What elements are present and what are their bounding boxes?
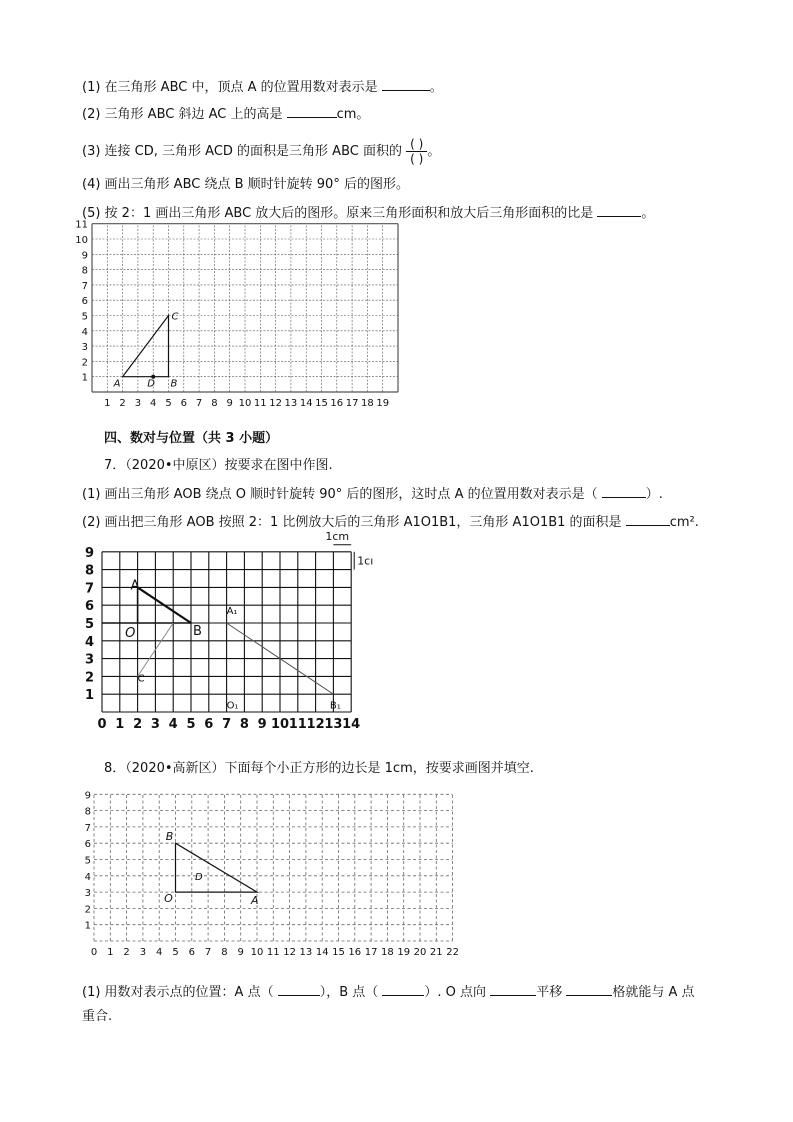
x-tick-label: 7 bbox=[204, 947, 212, 958]
scale-label-h: 1cm bbox=[325, 529, 350, 543]
question-8-intro: 8．（2020•高新区）下面每个小正方形的边长是 1cm，按要求画图并填空. bbox=[104, 761, 534, 776]
x-tick-label: 19 bbox=[397, 947, 411, 958]
y-tick-label: 6 bbox=[81, 296, 88, 308]
x-tick-label: 4 bbox=[150, 398, 157, 409]
label-b: B bbox=[170, 378, 178, 390]
y-tick-label: 7 bbox=[84, 581, 94, 597]
y-tick-label: 8 bbox=[84, 806, 91, 818]
x-tick-label: 18 bbox=[381, 947, 394, 958]
x-tick-label: 11 bbox=[266, 947, 280, 958]
y-tick-label: 2 bbox=[84, 670, 94, 686]
y-tick-label: 9 bbox=[84, 545, 94, 561]
question-8-part-1-cont: 重合. bbox=[82, 1009, 113, 1024]
x-tick-label: 3 bbox=[139, 947, 147, 958]
y-tick-label: 2 bbox=[84, 904, 91, 916]
y-tick-label: 5 bbox=[84, 617, 94, 632]
x-tick-label: 10 bbox=[270, 717, 290, 732]
x-tick-label: 21 bbox=[429, 947, 443, 958]
y-tick-label: 8 bbox=[81, 265, 88, 277]
triangle-abc bbox=[123, 316, 169, 377]
y-tick-label: 1 bbox=[84, 688, 94, 704]
x-tick-label: 3 bbox=[134, 398, 142, 409]
y-tick-label: 4 bbox=[81, 326, 88, 338]
y-tick-label: 6 bbox=[84, 599, 94, 615]
x-tick-label: 11 bbox=[253, 398, 267, 409]
answer-blank[interactable] bbox=[382, 982, 424, 996]
x-tick-label: 10 bbox=[250, 947, 264, 958]
x-tick-label: 9 bbox=[257, 717, 267, 732]
question-8-part-1: (1) 用数对表示点的位置：A 点（ ），B 点（ ）. O 点向 平移 格就能与 A 点 bbox=[82, 982, 695, 1002]
y-tick-label: 8 bbox=[84, 563, 94, 579]
x-tick-label: 2 bbox=[119, 398, 126, 409]
fraction-blank[interactable]: $\frac{( )}{( )}$ bbox=[406, 137, 427, 166]
question-3: (3) 连接 CD, 三角形 ACD 的面积是三角形 ABC 面积的 $\frac{( )}{( )}$ 。 bbox=[82, 137, 441, 166]
question-7-part-1: (1) 画出三角形 AOB 绕点 O 顺时针旋转 90° 后的图形，这时点 A 的位置用数对表示是（ ）. bbox=[82, 484, 663, 504]
x-tick-label: 2 bbox=[123, 947, 130, 958]
y-tick-label: 4 bbox=[84, 634, 94, 650]
label-o: O bbox=[125, 626, 136, 641]
x-tick-label: 13 bbox=[324, 717, 343, 732]
x-tick-label: 1 bbox=[104, 398, 111, 409]
x-tick-label: 16 bbox=[348, 947, 362, 958]
x-tick-label: 8 bbox=[211, 398, 218, 409]
x-tick-label: 12 bbox=[306, 717, 325, 732]
answer-blank[interactable] bbox=[287, 104, 337, 118]
label-b: B bbox=[165, 830, 174, 844]
y-tick-label: 1 bbox=[81, 372, 88, 384]
question-2: (2) 三角形 ABC 斜边 AC 上的高是 cm。 bbox=[82, 104, 369, 124]
y-tick-label: 2 bbox=[81, 357, 88, 369]
answer-blank[interactable] bbox=[626, 512, 670, 526]
x-tick-label: 5 bbox=[165, 398, 172, 409]
x-tick-label: 13 bbox=[284, 398, 298, 409]
grid-3-coordinate-figure[interactable] bbox=[82, 788, 472, 963]
x-tick-label: 9 bbox=[237, 947, 244, 958]
scale-label-v: 1cı bbox=[357, 554, 374, 568]
label-c: C bbox=[171, 311, 179, 323]
x-tick-label: 6 bbox=[180, 398, 187, 409]
y-tick-label: 9 bbox=[84, 790, 91, 802]
question-5: (5) 按 2：1 画出三角形 ABC 放大后的图形。原来三角形面积和放大后三角形面积的比是 。 bbox=[82, 203, 654, 223]
answer-blank[interactable] bbox=[566, 982, 612, 996]
answer-blank[interactable] bbox=[597, 203, 641, 217]
x-tick-label: 4 bbox=[156, 947, 163, 958]
triangle-oba bbox=[176, 843, 258, 892]
x-tick-label: 5 bbox=[172, 947, 179, 958]
label-a: A bbox=[113, 378, 121, 390]
x-tick-label: 6 bbox=[204, 717, 214, 732]
x-tick-label: 14 bbox=[342, 717, 361, 732]
answer-blank[interactable] bbox=[382, 77, 430, 91]
section-heading: 四、数对与位置（共 3 小题） bbox=[104, 431, 279, 446]
grid-1-coordinate-figure[interactable] bbox=[70, 219, 400, 415]
x-tick-label: 1 bbox=[107, 947, 114, 958]
label-o1: O₁ bbox=[226, 700, 239, 712]
y-tick-label: 7 bbox=[84, 822, 91, 834]
answer-blank[interactable] bbox=[278, 982, 320, 996]
x-tick-label: 19 bbox=[376, 398, 390, 409]
x-tick-label: 3 bbox=[150, 717, 160, 732]
x-tick-label: 7 bbox=[222, 717, 232, 732]
question-1: (1) 在三角形 ABC 中，顶点 A 的位置用数对表示是 。 bbox=[82, 77, 443, 97]
x-tick-label: 8 bbox=[221, 947, 228, 958]
question-7-part-2: (2) 画出把三角形 AOB 按照 2：1 比例放大后的三角形 A1O1B1，三角形 A1O1B1 的面积是 cm². bbox=[82, 512, 699, 532]
y-tick-label: 11 bbox=[75, 219, 88, 231]
y-tick-label: 4 bbox=[84, 871, 91, 883]
y-tick-label: 3 bbox=[81, 342, 88, 354]
label-d: D bbox=[195, 871, 203, 883]
x-tick-label: 5 bbox=[186, 717, 196, 732]
x-tick-label: 10 bbox=[238, 398, 252, 409]
y-tick-label: 5 bbox=[81, 311, 88, 323]
x-tick-label: 12 bbox=[283, 947, 296, 958]
question-4: (4) 画出三角形 ABC 绕点 B 顺时针旋转 90° 后的图形。 bbox=[82, 177, 409, 192]
x-tick-label: 6 bbox=[188, 947, 195, 958]
x-tick-label: 12 bbox=[269, 398, 282, 409]
x-tick-label: 22 bbox=[446, 947, 459, 958]
label-a: A bbox=[130, 578, 140, 594]
question-7-intro: 7．（2020•中原区）按要求在图中作图. bbox=[104, 458, 333, 473]
y-tick-label: 9 bbox=[81, 250, 88, 262]
x-tick-label: 15 bbox=[315, 398, 328, 409]
label-a: A bbox=[251, 894, 259, 908]
y-tick-label: 3 bbox=[84, 652, 94, 668]
y-tick-label: 3 bbox=[84, 888, 91, 900]
x-tick-label: 14 bbox=[315, 947, 329, 958]
x-tick-label: 20 bbox=[413, 947, 427, 958]
x-tick-label: 0 bbox=[90, 947, 98, 958]
label-a1: A₁ bbox=[226, 606, 238, 618]
x-tick-label: 13 bbox=[299, 947, 313, 958]
x-tick-label: 14 bbox=[299, 398, 313, 409]
x-tick-label: 4 bbox=[168, 717, 178, 732]
y-tick-label: 1 bbox=[84, 920, 91, 932]
x-tick-label: 16 bbox=[330, 398, 344, 409]
y-tick-label: 10 bbox=[75, 235, 88, 246]
x-tick-label: 11 bbox=[288, 717, 307, 732]
y-tick-label: 5 bbox=[84, 855, 91, 867]
x-tick-label: 17 bbox=[364, 947, 378, 958]
x-tick-label: 9 bbox=[226, 398, 233, 409]
answer-blank[interactable] bbox=[490, 982, 536, 996]
label-c: C bbox=[137, 673, 145, 685]
x-tick-label: 2 bbox=[133, 717, 143, 732]
x-tick-label: 15 bbox=[332, 947, 345, 958]
x-tick-label: 1 bbox=[115, 717, 125, 732]
x-tick-label: 8 bbox=[239, 717, 249, 732]
x-tick-label: 7 bbox=[195, 398, 203, 409]
label-d: D bbox=[147, 378, 155, 390]
answer-blank[interactable] bbox=[602, 484, 646, 498]
x-tick-label: 18 bbox=[361, 398, 374, 409]
x-tick-label: 17 bbox=[345, 398, 359, 409]
label-b1: B₁ bbox=[329, 700, 341, 712]
label-o: O bbox=[164, 892, 173, 906]
label-b: B bbox=[193, 624, 202, 639]
grid-2-coordinate-figure[interactable] bbox=[80, 529, 390, 745]
y-tick-label: 7 bbox=[81, 280, 88, 292]
y-tick-label: 6 bbox=[84, 839, 91, 851]
x-tick-label: 0 bbox=[97, 717, 107, 732]
